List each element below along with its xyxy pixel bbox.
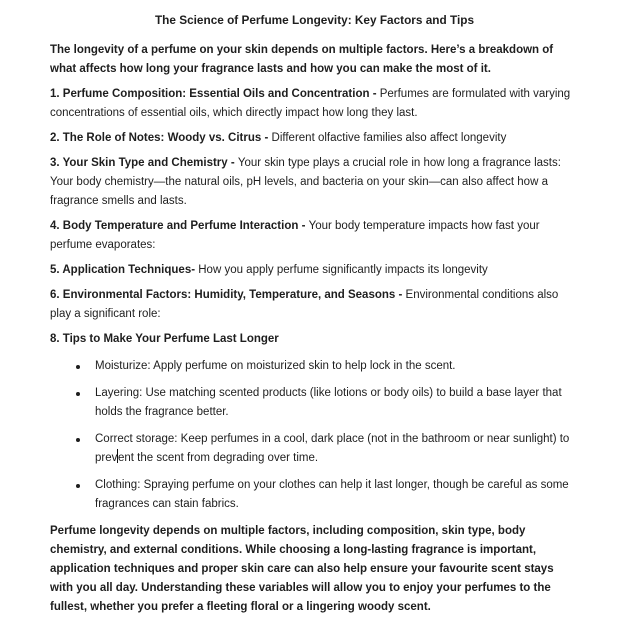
document-title[interactable]: The Science of Perfume Longevity: Key Factors and Tips [154,13,475,27]
section-3-heading: 3. Your Skin Type and Chemistry - [50,157,238,169]
tips-heading[interactable]: 8. Tips to Make Your Perfume Last Longer [50,333,279,345]
section-paragraph-3[interactable] [50,154,579,211]
section-2-body: Different olfactive families also affect longevity [271,132,507,144]
section-5-body: How you apply perfume significantly impacts its longevity [198,264,488,276]
section-paragraph-5[interactable] [50,261,579,280]
section-paragraph-2[interactable] [50,129,579,148]
list-item-text-after-cursor: ent the scent from degrading over time. [117,452,319,464]
conclusion-paragraph[interactable]: Perfume longevity depends on multiple factors, including composition, skin type, body chemistry, and external conditions. While choosing a long-lasting fragrance is important, application techniques and proper skin care can also help ensure your favourite scent stays with you all day. Understanding these variables will allow you to enjoy your perfumes to the fullest, whether you prefer a fleeting floral or a lingering woody scent. [50,525,554,613]
section-4-heading: 4. Body Temperature and Perfume Interaction - [50,220,309,232]
list-item-text: Clothing: Spraying perfume on your clothes can help it last longer, though be careful as some fragrances can stain fabrics. [95,479,569,510]
list-item-text: Moisturize: Apply perfume on moisturized skin to help lock in the scent. [95,360,456,372]
section-4-body: Your body temperature impacts how fast your perfume evaporates: [50,220,540,251]
section-6-heading: 6. Environmental Factors: Humidity, Temperature, and Seasons - [50,289,406,301]
section-paragraph-6[interactable] [50,286,579,324]
intro-paragraph[interactable]: The longevity of a perfume on your skin depends on multiple factors. Here’s a breakdown of what affects how long your fragrance lasts and how you can make the most of it. [50,44,554,75]
section-5-heading: 5. Application Techniques- [50,264,199,276]
section-1-heading: 1. Perfume Composition: Essential Oils and Concentration - [50,88,380,100]
list-item-text: Layering: Use matching scented products (like lotions or body oils) to build a base layer that holds the fragrance better. [95,387,562,418]
section-paragraph-4[interactable] [50,217,579,255]
section-paragraph-1[interactable] [50,85,579,123]
tips-list [50,357,579,514]
section-1-body: Perfumes are formulated with varying concentrations of essential oils, which directly impact how long they last. [50,88,571,119]
list-item-moisturize[interactable] [50,357,579,376]
section-6-body: Environmental conditions also play a significant role: [50,289,559,320]
section-3-body: Your skin type plays a crucial role in how long a fragrance lasts: Your body chemistry—the natural oils, pH levels, and bacteria on your skin—can also affect how a fragrance smells and lasts. [50,157,561,207]
list-item-clothing[interactable] [50,476,579,514]
list-item-storage[interactable] [50,430,579,468]
list-item-layering[interactable] [50,384,579,422]
list-item-text-before-cursor: Correct storage: Keep perfumes in a cool, dark place (not in the bathroom or near sunlight) to prev [95,433,570,464]
section-2-heading: 2. The Role of Notes: Woody vs. Citrus - [50,132,272,144]
